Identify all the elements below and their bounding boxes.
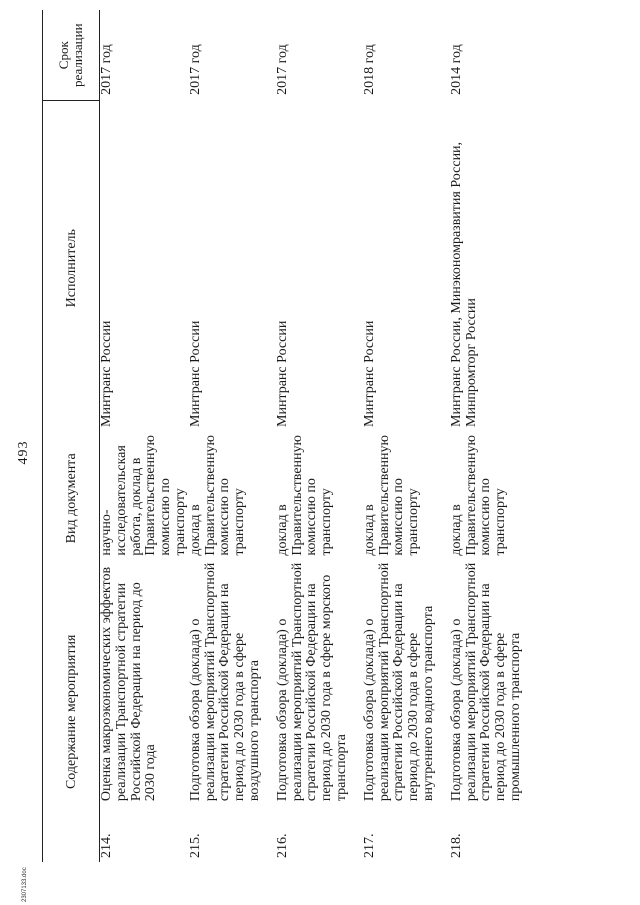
row-document-type: доклад в Правительственную комиссию по транспорту <box>187 435 248 556</box>
row-executor: Минтранс России <box>187 320 203 427</box>
table-row <box>450 10 537 862</box>
document-id: 2307133.doc <box>22 867 28 902</box>
header-content: Содержание мероприятия <box>43 562 100 862</box>
row-number: 218. <box>448 833 464 858</box>
table-row <box>189 10 276 862</box>
row-executor: Минтранс России, Минэкономразвития России, Минпромторг России <box>448 141 479 427</box>
row-number: 217. <box>361 833 377 858</box>
row-content: Подготовка обзора (доклада) о реализации мероприятий Транспортной стратегии Российской Федерации на период до 2030 года в сфере промышленного транспорта <box>448 562 523 802</box>
row-number: 215. <box>187 833 203 858</box>
table-header-row <box>43 10 100 862</box>
row-executor: Минтранс России <box>99 320 114 427</box>
table-row <box>276 10 363 862</box>
row-term: 2017 год <box>187 44 203 95</box>
row-number: 214. <box>99 833 114 858</box>
row-term: 2018 год <box>361 44 377 95</box>
row-number: 216. <box>274 833 290 858</box>
header-term: Срок реализации <box>43 10 100 101</box>
page-number: 493 <box>16 440 31 465</box>
row-content: Подготовка обзора (доклада) о реализации мероприятий Транспортной стратегии Российской Федерации на период до 2030 года в сфере внутреннего водного транспорта <box>361 562 436 802</box>
row-term: 2014 год <box>448 44 464 95</box>
row-term: 2017 год <box>274 44 290 95</box>
row-document-type: доклад в Правительственную комиссию по транспорту <box>448 435 509 556</box>
table-row <box>363 10 450 862</box>
row-content: Подготовка обзора (доклада) о реализации мероприятий Транспортной стратегии Российской Федерации на период до 2030 года в сфере морского транспорта <box>274 562 349 802</box>
row-document-type: доклад в Правительственную комиссию по транспорту <box>361 435 422 556</box>
row-content: Оценка макроэкономических эффектов реализации Транспортной стратегии Российской Федерации на период до 2030 года <box>99 566 159 802</box>
row-executor: Минтранс России <box>274 320 290 427</box>
header-document-type: Вид документа <box>43 435 100 562</box>
row-term: 2017 год <box>99 44 114 95</box>
row-document-type: научно-исследовательская работа, доклад в Правительственную комиссию по транспорту <box>99 435 188 556</box>
measures-table <box>42 10 537 862</box>
row-executor: Минтранс России <box>361 320 377 427</box>
header-executor: Исполнитель <box>43 101 100 435</box>
row-document-type: доклад в Правительственную комиссию по транспорту <box>274 435 335 556</box>
table-row <box>100 10 189 862</box>
row-content: Подготовка обзора (доклада) о реализации мероприятий Транспортной стратегии Российской Федерации на период до 2030 года в сфере воздушного транспорта <box>187 562 262 802</box>
